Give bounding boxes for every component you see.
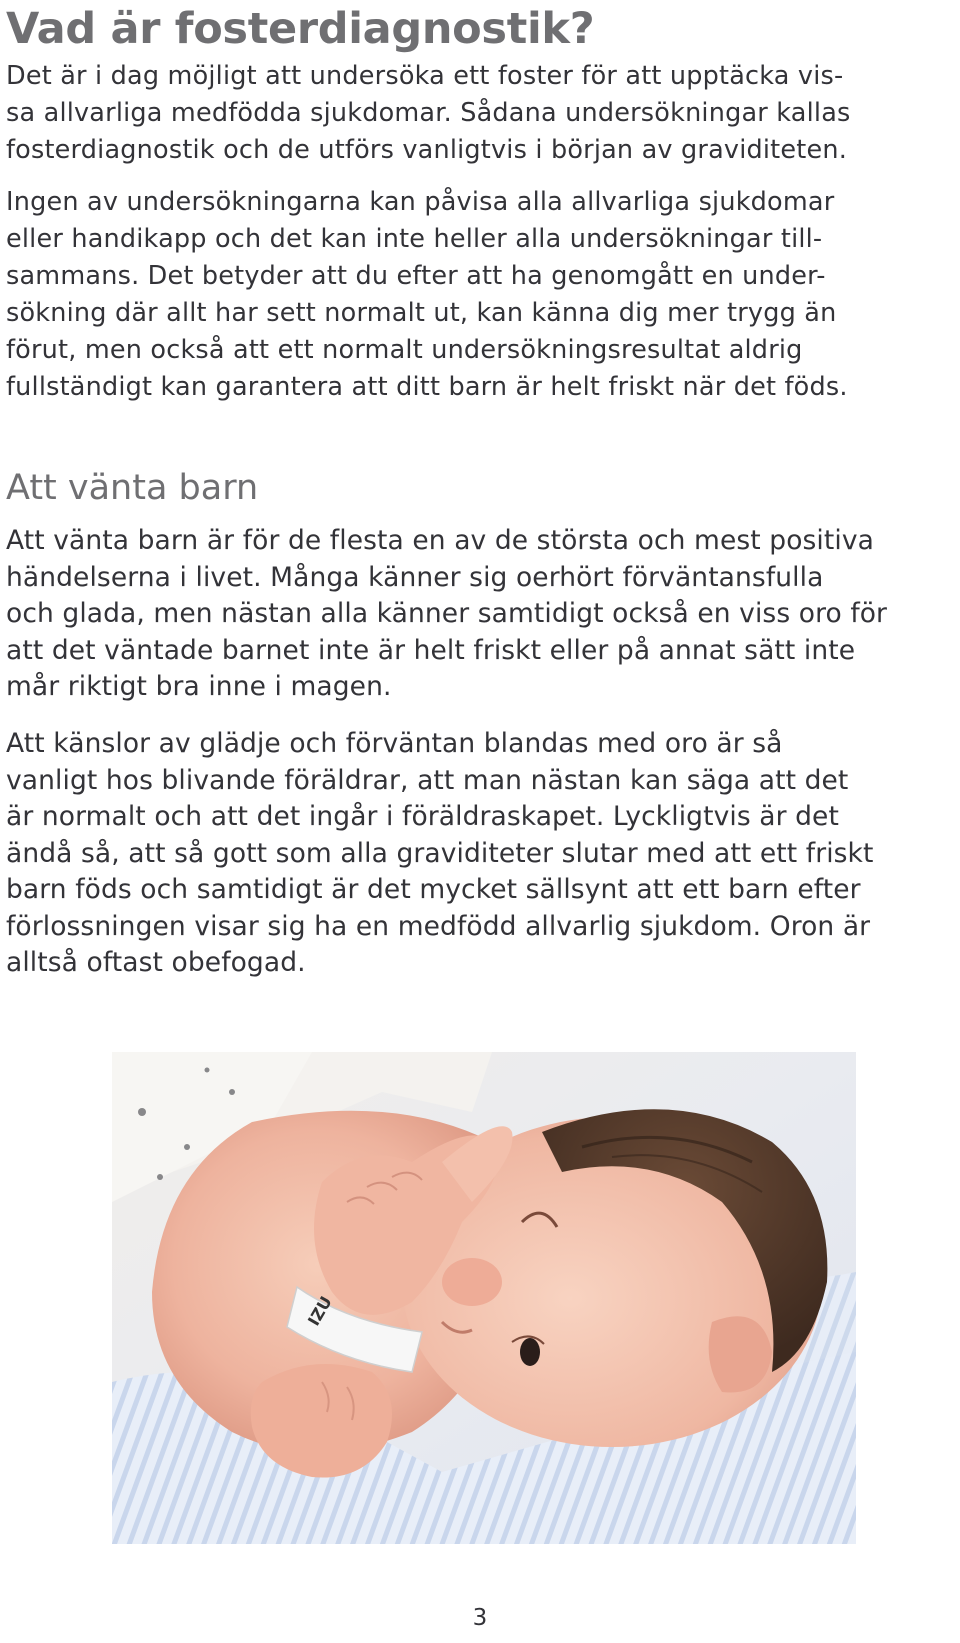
paragraph-line: sammans. Det betyder att du efter att ha genomgått en under- [6,261,826,291]
paragraph-line: ändå så, att så gott som alla graviditeter slutar med att ett friskt [6,837,874,869]
paragraph-line: mår riktigt bra inne i magen. [6,671,392,702]
paragraph-line: vanligt hos blivande föräldrar, att man nästan kan säga att det [6,764,849,796]
intro-paragraph [6,58,956,169]
paragraph-line: eller handikapp och det kan inte heller alla undersökningar till- [6,224,823,254]
feelings-paragraph [6,726,956,982]
limitations-paragraph [6,184,956,406]
paragraph-line: att det väntade barnet inte är helt friskt eller på annat sätt inte [6,634,856,666]
page-number: 3 [472,1605,488,1631]
page-title: Vad är fosterdiagnostik? [6,4,595,54]
paragraph-line: Ingen av undersökningarna kan påvisa alla allvarliga sjukdomar [6,187,835,217]
paragraph-line: förlossningen visar sig ha en medfödd allvarlig sjukdom. Oron är [6,910,871,942]
paragraph-line: Det är i dag möjligt att undersöka ett foster för att upptäcka vis- [6,61,844,91]
paragraph-line: alltså oftast obefogad. [6,947,306,978]
paragraph-line: förut, men också att ett normalt undersökningsresultat aldrig [6,335,803,365]
paragraph-line: och glada, men nästan alla känner samtidigt också en viss oro för [6,598,888,629]
paragraph-line: är normalt och att det ingår i föräldraskapet. Lyckligtvis är det [6,801,839,832]
paragraph-line: Att vänta barn är för de flesta en av de största och mest positiva [6,525,874,556]
wristband-label: IZU [304,1293,336,1329]
paragraph-line: Att känslor av glädje och förväntan blandas med oro är så [6,728,783,759]
paragraph-line: fosterdiagnostik och de utförs vanligtvis i början av graviditeten. [6,135,848,165]
paragraph-line: fullständigt kan garantera att ditt barn är helt friskt när det föds. [6,372,848,402]
paragraph-line: händelserna i livet. Många känner sig oerhört förväntansfulla [6,561,824,593]
expecting-paragraph [6,523,956,706]
baby-illustration [112,1052,856,1544]
newborn-baby-photo [112,1052,856,1544]
section-heading: Att vänta barn [6,468,259,508]
paragraph-line: barn föds och samtidigt är det mycket sällsynt att ett barn efter [6,874,861,905]
paragraph-line: sa allvarliga medfödda sjukdomar. Sådana undersökningar kallas [6,98,851,128]
paragraph-line: sökning där allt har sett normalt ut, kan känna dig mer trygg än [6,298,837,328]
